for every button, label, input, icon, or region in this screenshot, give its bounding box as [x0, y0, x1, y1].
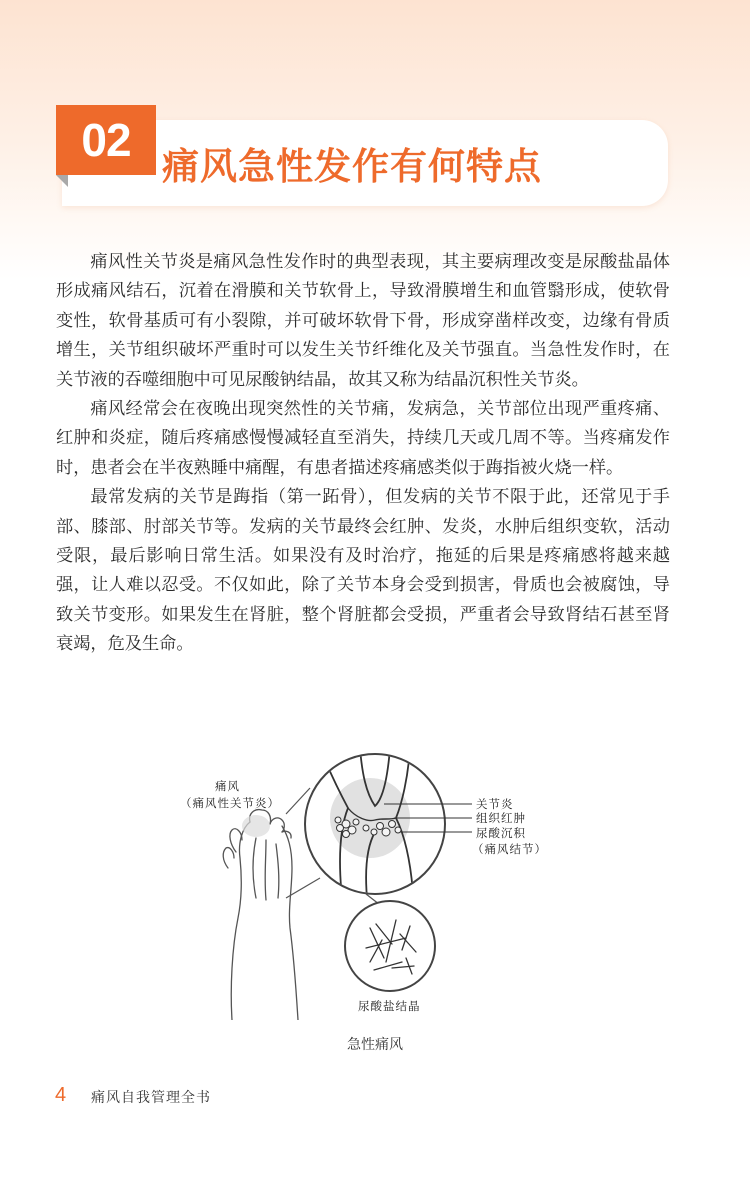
joint-magnified-view: [305, 748, 445, 908]
figure-label-gouty-arthritis: （痛风性关节炎）: [180, 796, 280, 810]
figure-label-gout: 痛风: [215, 779, 240, 793]
section-title: 痛风急性发作有何特点: [162, 145, 542, 188]
foot-drawing: [223, 810, 298, 1020]
figure-label-tophus: （痛风结节）: [472, 842, 547, 856]
figure-label-urate-deposit: 尿酸沉积: [476, 826, 526, 840]
page-number: 4: [55, 1084, 67, 1106]
figure-label-arthritis: 关节炎: [476, 797, 514, 811]
paragraph: 痛风性关节炎是痛风急性发作时的典型表现，其主要病理改变是尿酸盐晶体形成痛风结石，沉着在滑膜和关节软骨上，导致滑膜增生和血管翳形成，使软骨变性，软骨基质可有小裂隙，并可破坏软骨下骨，形成穿凿样改变，边缘有骨质增生，关节组织破坏严重时可以发生关节纤维化及关节强直。当急性发作时，在关节液的吞噬细胞中可见尿酸钠结晶，故其又称为结晶沉积性关节炎。: [56, 252, 670, 390]
badge-fold: [56, 175, 68, 187]
big-toe-highlight: [242, 815, 270, 837]
paragraph: 痛风经常会在夜晚出现突然性的关节痛，发病急，关节部位出现严重疼痛、红肿和炎症，随后疼痛感慢慢减轻直至消失，持续几天或几周不等。当疼痛发作时，患者会在半夜熟睡中痛醒，有患者描述疼痛感类似于踇指被火烧一样。: [56, 399, 670, 478]
gout-illustration: [170, 748, 580, 1020]
paragraph: 最常发病的关节是踇指（第一跖骨），但发病的关节不限于此，还常见于手部、膝部、肘部关节等。发病的关节最终会红肿、发炎，水肿后组织变软，活动受限，最后影响日常生活。如果没有及时治疗，拖延的后果是疼痛感将越来越强，让人难以忍受。不仅如此，除了关节本身会受到损害，骨质也会被腐蚀，导致关节变形。如果发生在肾脏，整个肾脏都会受损，严重者会导致肾结石甚至肾衰竭，危及生命。: [56, 487, 670, 655]
crystal-magnified-view: [345, 901, 435, 991]
figure-caption: 急性痛风: [347, 1037, 403, 1053]
section-number-badge: 02: [56, 105, 156, 175]
figure-label-swelling: 组织红肿: [476, 811, 526, 825]
book-title: 痛风自我管理全书: [91, 1090, 211, 1106]
figure-label-urate-crystals: 尿酸盐结晶: [358, 999, 421, 1013]
body-text: [56, 248, 670, 660]
